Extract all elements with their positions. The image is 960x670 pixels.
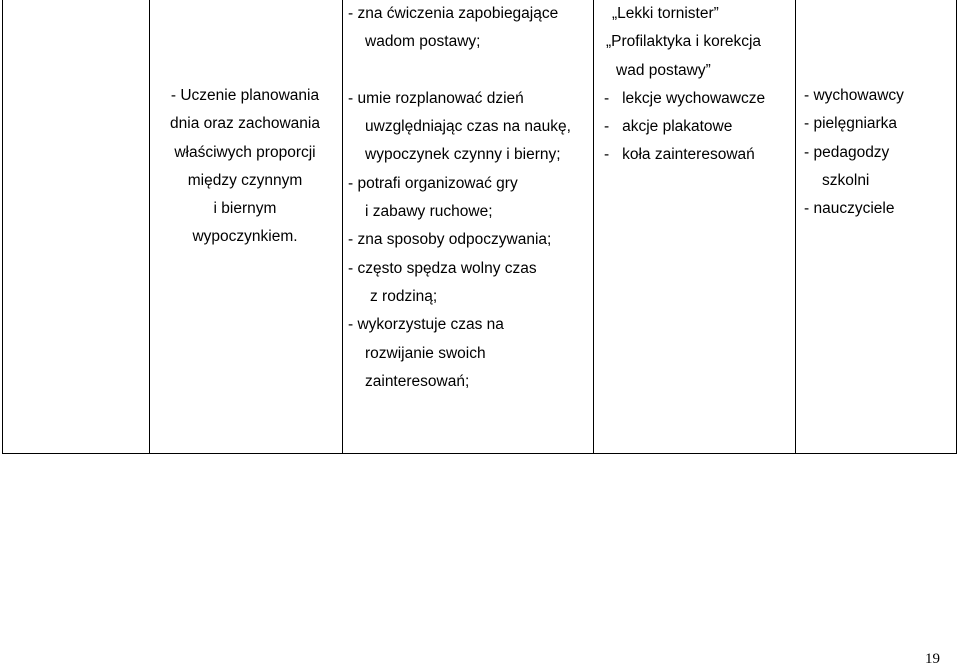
form-line: wad postawy” [616,61,711,79]
form-line: - koła zainteresowań [604,146,755,164]
outcome-line: - często spędza wolny czas [348,259,537,277]
form-line: „Lekki tornister” [612,5,719,22]
cell-forms [600,0,790,170]
outcome-line: - umie rozplanować dzień [348,89,524,107]
responsible-line: - wychowawcy [804,87,904,104]
outcome-line: - potrafi organizować gry [348,174,518,192]
goal-line: między czynnym [187,171,303,189]
cell-responsible [800,82,958,223]
responsible-line: - pielęgniarka [804,115,898,133]
responsible-line: - pedagodzy [804,143,890,161]
goal-line: - Uczenie planowania [170,87,320,104]
outcome-line: z rodziną; [370,287,438,305]
outcome-line: - zna ćwiczenia zapobiegające [348,5,559,22]
cell-goal [150,82,340,252]
form-line: - akcje plakatowe [604,118,733,136]
outcome-line: - wykorzystuje czas na [348,316,504,334]
cell-empty-first-column [3,0,148,452]
goal-line: właściwych proporcji [174,143,316,161]
form-line: - lekcje wychowawcze [604,89,766,107]
cell-outcomes [348,0,588,396]
outcome-line: wypoczynek czynny i bierny; [365,146,561,164]
column-separator-4 [795,0,796,454]
column-separator-2 [342,0,343,454]
outcome-line: i zabawy ruchowe; [365,203,493,221]
outcome-line: - zna sposoby odpoczywania; [348,231,552,249]
outcome-line [348,57,588,85]
form-line: „Profilaktyka i korekcja [606,33,762,51]
goal-line: dnia oraz zachowania [170,115,320,133]
outcome-line: rozwijanie swoich [365,344,486,362]
outcome-line: uwzględniając czas na naukę, [365,118,571,136]
responsible-line: - nauczyciele [804,200,895,218]
page-number: 19 [925,651,940,667]
goal-line: wypoczynkiem. [192,228,298,246]
column-separator-3 [593,0,594,454]
goal-line: i biernym [213,200,277,218]
outcome-line: wadom postawy; [365,33,481,51]
outcome-line: zainteresowań; [365,372,470,390]
responsible-line: szkolni [822,171,870,189]
